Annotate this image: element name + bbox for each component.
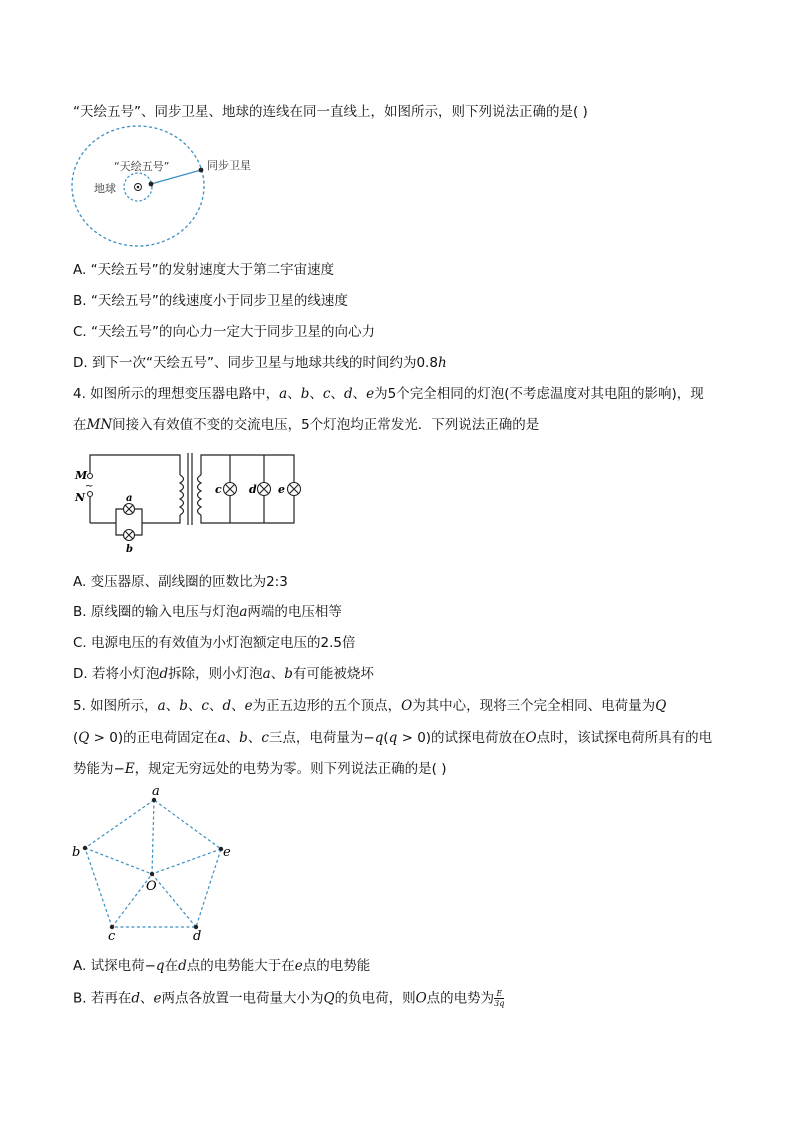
terminal-n (88, 492, 93, 497)
label-tilde: ~ (85, 481, 94, 492)
q3-orbit-figure (70, 140, 270, 255)
q5-stem-line3: 势能为−E，规定无穷远处的电势为零。则下列说法正确的是( ) (73, 761, 447, 777)
label-b: b (126, 544, 133, 555)
q5-stem-line2: (Q > 0)的正电荷固定在a、b、c三点，电荷量为−q(q > 0)的试探电荷放在O点时，该试探电荷所具有的电 (73, 730, 713, 746)
label-n: N (75, 491, 86, 504)
label-b: b (72, 845, 81, 860)
q4-stem-line1: 4. 如图所示的理想变压器电路中，a、b、c、d、e为5个完全相同的灯泡(不考虑温度对其电阻的影响)，现 (73, 386, 704, 402)
bulb-b (124, 530, 135, 541)
earth-label: 地球 (94, 182, 116, 195)
q3-option-c: C. “天绘五号”的向心力一定大于同步卫星的向心力 (73, 324, 375, 340)
vertex-b (83, 846, 87, 850)
label-a: a (126, 493, 133, 504)
q4-stem-line2: 在MN间接入有效值不变的交流电压，5个灯泡均正常发光．下列说法正确的是 (73, 417, 540, 433)
label-d: d (193, 929, 202, 944)
q3-option-b: B. “天绘五号”的线速度小于同步卫星的线速度 (73, 293, 348, 309)
satellite-label: “天绘五号” (114, 160, 170, 173)
bulb-c (224, 483, 237, 496)
q4-option-d: D. 若将小灯泡d拆除，则小灯泡a、b有可能被烧坏 (73, 666, 374, 682)
bulb-e (288, 483, 301, 496)
q5-stem-line1: 5. 如图所示，a、b、c、d、e为正五边形的五个顶点，O为其中心，现将三个完全相同、电荷量为Q (73, 698, 667, 714)
q3-stem: “天绘五号”、同步卫星、地球的连线在同一直线上，如图所示，则下列说法正确的是( ) (73, 104, 588, 120)
fraction-e-over-3q: $\frac{E}{3q}$ (494, 989, 505, 1008)
label-c: c (215, 483, 222, 496)
terminal-m (88, 474, 93, 479)
q4-option-c: C. 电源电压的有效值为小灯泡额定电压的2.5倍 (73, 635, 356, 651)
satellite-dot (149, 182, 154, 187)
q3-option-d: D. 到下一次“天绘五号”、同步卫星与地球共线的时间约为0.8h (73, 355, 447, 371)
q5-pentagon-figure (70, 785, 250, 945)
sync-satellite-dot (199, 168, 204, 173)
q5-option-b: B. 若再在d、e两点各放置一电荷量大小为Q的负电荷，则O点的电势为 $\frac{E}{3q}$ (73, 989, 505, 1008)
q3-option-a: A. “天绘五号”的发射速度大于第二宇宙速度 (73, 262, 335, 278)
q4-option-b: B. 原线圈的输入电压与灯泡a两端的电压相等 (73, 604, 342, 620)
label-m: M (75, 469, 88, 482)
label-a: a (152, 784, 160, 799)
bulb-a (124, 504, 135, 515)
center-o (150, 872, 154, 876)
label-e: e (223, 845, 231, 860)
sync-label: 同步卫星 (207, 159, 251, 172)
q4-option-a: A. 变压器原、副线圈的匝数比为2:3 (73, 574, 288, 590)
label-o: O (146, 879, 157, 894)
bulb-d (258, 483, 271, 496)
q5-option-a: A. 试探电荷−q在d点的电势能大于在e点的电势能 (73, 958, 371, 974)
q4-transformer-circuit (70, 445, 310, 560)
earth-dot (137, 186, 140, 189)
label-d: d (249, 483, 257, 496)
label-c: c (108, 929, 116, 944)
label-e: e (278, 483, 285, 496)
